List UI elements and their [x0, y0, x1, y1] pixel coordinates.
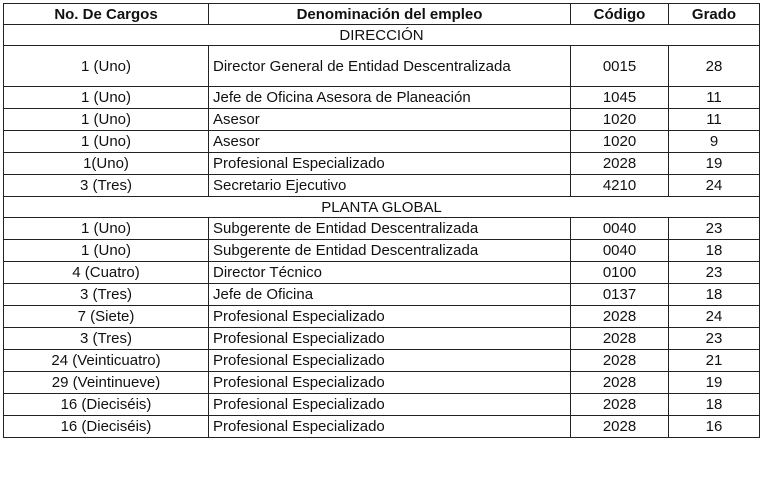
cell-cargos: 7 (Siete) [4, 306, 209, 328]
cell-codigo: 1045 [571, 87, 669, 109]
header-cargos: No. De Cargos [4, 4, 209, 25]
table-row [4, 350, 760, 372]
cell-codigo: 1020 [571, 131, 669, 153]
positions-table-container [3, 3, 760, 438]
section-title: DIRECCIÓN [4, 25, 760, 46]
cell-grado: 16 [669, 416, 760, 438]
table-row [4, 240, 760, 262]
cell-codigo: 0137 [571, 284, 669, 306]
table-row [4, 175, 760, 197]
cell-grado: 24 [669, 306, 760, 328]
section-row-planta-global [4, 197, 760, 218]
cell-codigo: 2028 [571, 350, 669, 372]
cell-grado: 21 [669, 350, 760, 372]
section-title: PLANTA GLOBAL [4, 197, 760, 218]
cell-cargos: 1 (Uno) [4, 218, 209, 240]
cell-grado: 19 [669, 153, 760, 175]
cell-denominacion: Jefe de Oficina Asesora de Planeación [209, 87, 571, 109]
cell-grado: 9 [669, 131, 760, 153]
cell-cargos: 1 (Uno) [4, 46, 209, 87]
cell-cargos: 24 (Veinticuatro) [4, 350, 209, 372]
cell-grado: 18 [669, 284, 760, 306]
cell-cargos: 16 (Dieciséis) [4, 394, 209, 416]
cell-denominacion: Profesional Especializado [209, 350, 571, 372]
table-row [4, 328, 760, 350]
cell-cargos: 1(Uno) [4, 153, 209, 175]
cell-grado: 18 [669, 394, 760, 416]
cell-cargos: 3 (Tres) [4, 328, 209, 350]
cell-denominacion: Subgerente de Entidad Descentralizada [209, 218, 571, 240]
cell-codigo: 2028 [571, 328, 669, 350]
cell-denominacion: Subgerente de Entidad Descentralizada [209, 240, 571, 262]
table-row [4, 109, 760, 131]
table-row [4, 416, 760, 438]
cell-grado: 18 [669, 240, 760, 262]
cell-grado: 11 [669, 87, 760, 109]
cell-grado: 24 [669, 175, 760, 197]
cell-codigo: 2028 [571, 306, 669, 328]
cell-cargos: 1 (Uno) [4, 109, 209, 131]
cell-denominacion: Asesor [209, 131, 571, 153]
cell-denominacion: Profesional Especializado [209, 328, 571, 350]
cell-denominacion: Director Técnico [209, 262, 571, 284]
header-grado: Grado [669, 4, 760, 25]
table-row [4, 218, 760, 240]
header-codigo: Código [571, 4, 669, 25]
cell-denominacion: Profesional Especializado [209, 416, 571, 438]
cell-codigo: 0040 [571, 240, 669, 262]
positions-table [3, 3, 760, 438]
table-row [4, 46, 760, 87]
cell-grado: 23 [669, 218, 760, 240]
cell-denominacion: Profesional Especializado [209, 306, 571, 328]
table-row [4, 153, 760, 175]
table-header-row [4, 4, 760, 25]
cell-cargos: 29 (Veintinueve) [4, 372, 209, 394]
cell-grado: 11 [669, 109, 760, 131]
cell-grado: 23 [669, 328, 760, 350]
cell-denominacion: Profesional Especializado [209, 153, 571, 175]
cell-cargos: 16 (Dieciséis) [4, 416, 209, 438]
table-row [4, 131, 760, 153]
table-row [4, 394, 760, 416]
table-row [4, 262, 760, 284]
cell-codigo: 0100 [571, 262, 669, 284]
cell-denominacion: Director General de Entidad Descentralizada [209, 46, 571, 87]
cell-grado: 19 [669, 372, 760, 394]
cell-denominacion: Asesor [209, 109, 571, 131]
cell-cargos: 1 (Uno) [4, 240, 209, 262]
cell-codigo: 2028 [571, 153, 669, 175]
cell-grado: 23 [669, 262, 760, 284]
cell-cargos: 1 (Uno) [4, 87, 209, 109]
cell-denominacion: Profesional Especializado [209, 372, 571, 394]
cell-denominacion: Profesional Especializado [209, 394, 571, 416]
table-row [4, 87, 760, 109]
cell-codigo: 1020 [571, 109, 669, 131]
table-row [4, 372, 760, 394]
cell-codigo: 2028 [571, 416, 669, 438]
cell-denominacion: Secretario Ejecutivo [209, 175, 571, 197]
header-denominacion: Denominación del empleo [209, 4, 571, 25]
cell-denominacion: Jefe de Oficina [209, 284, 571, 306]
cell-codigo: 0015 [571, 46, 669, 87]
cell-grado: 28 [669, 46, 760, 87]
section-row-direccion [4, 25, 760, 46]
cell-cargos: 4 (Cuatro) [4, 262, 209, 284]
cell-codigo: 2028 [571, 394, 669, 416]
cell-codigo: 2028 [571, 372, 669, 394]
cell-codigo: 4210 [571, 175, 669, 197]
cell-cargos: 3 (Tres) [4, 284, 209, 306]
table-row [4, 306, 760, 328]
cell-codigo: 0040 [571, 218, 669, 240]
table-row [4, 284, 760, 306]
cell-cargos: 3 (Tres) [4, 175, 209, 197]
cell-cargos: 1 (Uno) [4, 131, 209, 153]
